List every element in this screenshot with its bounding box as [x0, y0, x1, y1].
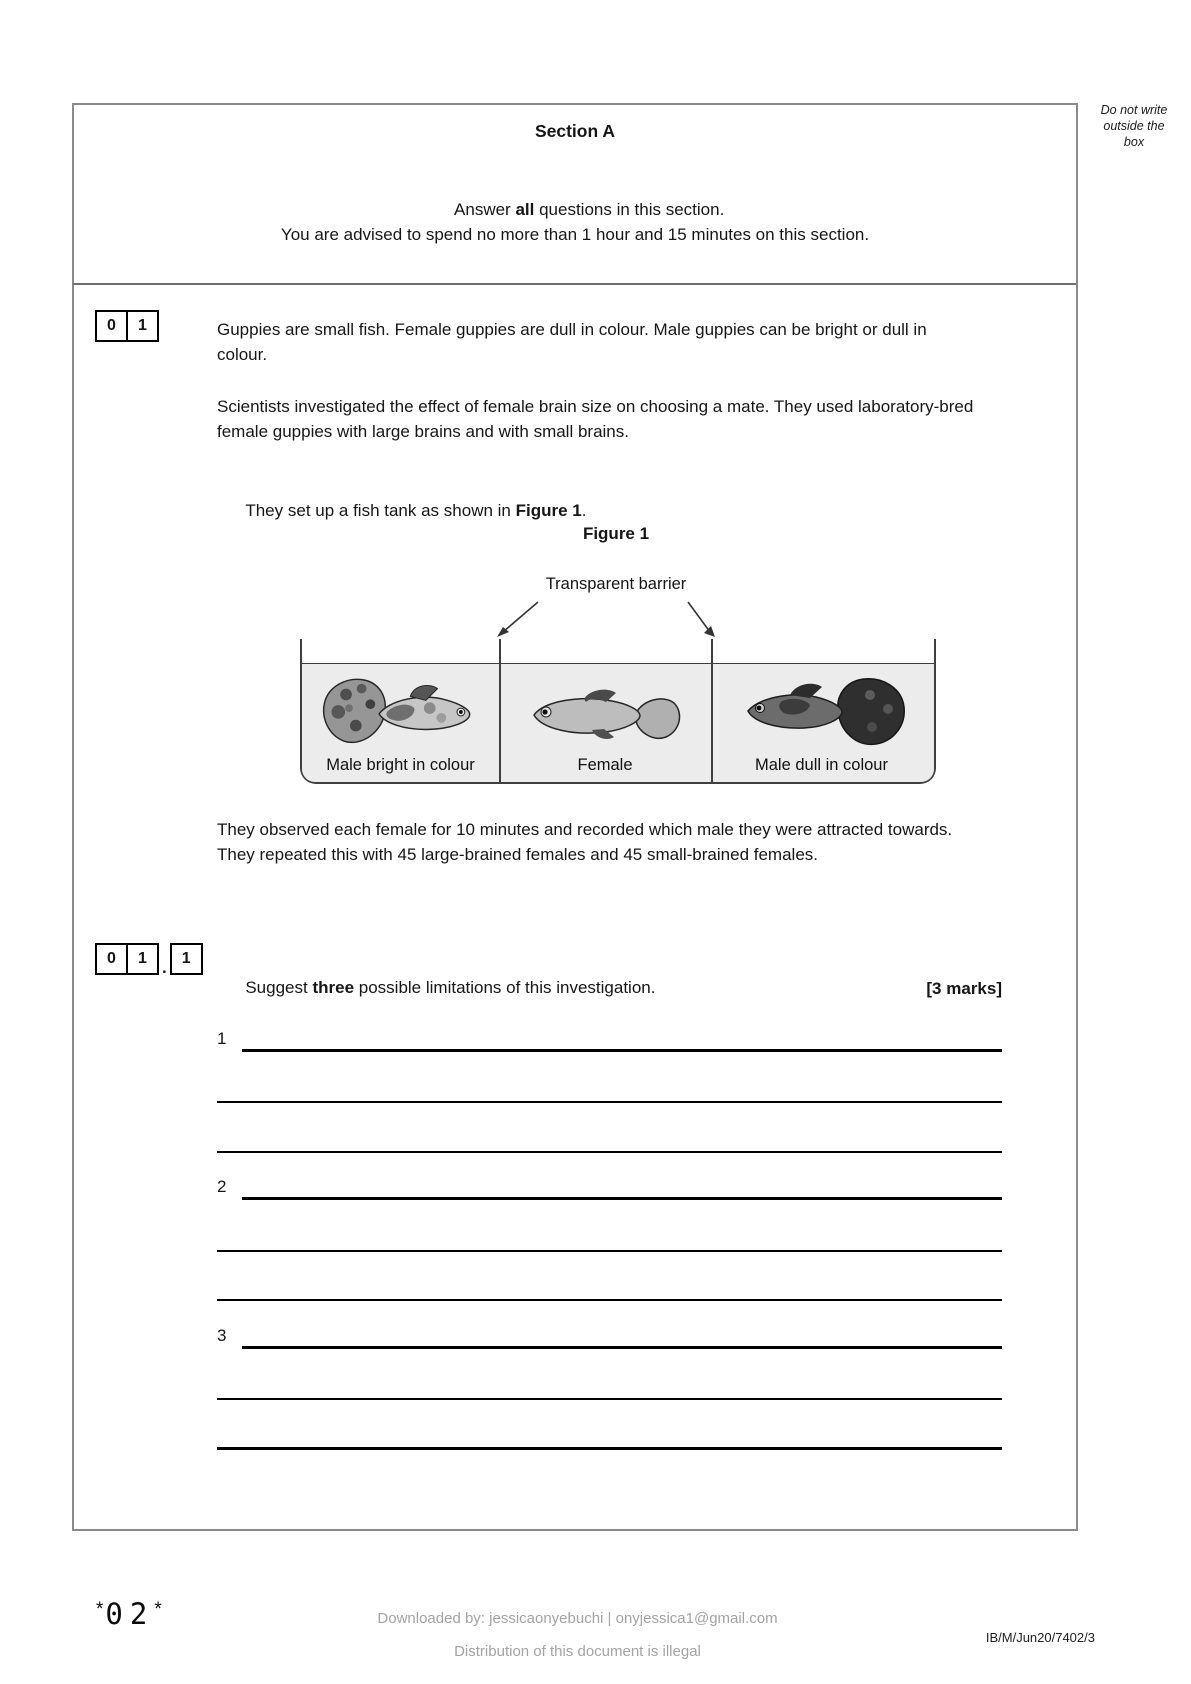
answer-line[interactable] — [217, 1151, 1002, 1153]
answer-number-2: 2 — [217, 1177, 227, 1196]
answer-line[interactable] — [217, 1299, 1002, 1301]
page-marker-number: 02 — [105, 1597, 155, 1631]
compartment-label-female: Female — [577, 756, 633, 774]
do-not-write-line1: Do not write — [1100, 103, 1168, 117]
instruction-post: questions in this section. — [534, 200, 725, 219]
page-marker-star-right: * — [154, 1599, 164, 1620]
compartment-label-dull-male: Male dull in colour — [755, 756, 888, 774]
do-not-write-line2: outside the — [1103, 119, 1165, 133]
transparent-barrier-label: Transparent barrier — [545, 575, 687, 593]
prompt-pre: Suggest — [245, 978, 313, 997]
figure-caption: Figure 1 — [582, 524, 650, 543]
question-number-01-1-major-box — [95, 943, 159, 975]
question-digit-0: 0 — [107, 317, 116, 334]
answer-line[interactable] — [242, 1049, 1002, 1052]
subquestion-digit-minor-1: 1 — [181, 950, 191, 967]
instruction-pre: Answer — [454, 200, 516, 219]
bright-male-fish-image — [316, 675, 488, 747]
question-number-01-1 — [95, 943, 203, 975]
section-title: Section A — [534, 121, 616, 141]
barrier-pointer-lines — [300, 601, 932, 639]
intro-paragraph-3-post: . — [581, 501, 587, 520]
marks-label: [3 marks] — [926, 979, 1002, 998]
intro-paragraph-3-pre: They set up a fish tank as shown in — [245, 501, 516, 520]
answer-number-1: 1 — [217, 1029, 227, 1048]
watermark-downloaded-by: Downloaded by: jessicaonyebuchi | onyjessica1@gmail.com — [377, 1610, 778, 1627]
prompt-bold: three — [312, 978, 355, 997]
answer-line[interactable] — [217, 1101, 1002, 1103]
question-number-separator: . — [162, 958, 167, 977]
question-page-box — [72, 103, 1078, 1531]
page-marker-star-left: * — [96, 1599, 106, 1620]
question-digit-1: 1 — [126, 312, 157, 340]
intro-paragraph-2: Scientists investigated the effect of female brain size on choosing a mate. They used laboratory-bred female guppies with large brains and with small brains. — [217, 397, 979, 441]
answer-line[interactable] — [217, 1398, 1002, 1400]
figure-reference: Figure 1 — [515, 501, 582, 520]
answer-line[interactable] — [217, 1447, 1002, 1450]
paper-reference: IB/M/Jun20/7402/3 — [985, 1630, 1095, 1645]
question-number-01-box — [95, 310, 159, 342]
fish-tank — [300, 639, 936, 784]
answer-line[interactable] — [217, 1250, 1002, 1252]
question-number-01 — [95, 310, 159, 342]
subquestion-digit-1: 1 — [126, 945, 157, 973]
observation-paragraph: They observed each female for 10 minutes and recorded which male they were attracted towards. They repeated this with 45 large-brained females and 45 small-brained females. — [217, 820, 962, 864]
section-advice: You are advised to spend no more than 1 hour and 15 minutes on this section. — [280, 225, 870, 244]
do-not-write-note — [1082, 102, 1186, 150]
subquestion-digit-0: 0 — [107, 950, 116, 967]
female-fish-image — [526, 683, 686, 745]
watermark-distribution: Distribution of this document is illegal — [454, 1643, 701, 1660]
intro-paragraph-1: Guppies are small fish. Female guppies are dull in colour. Male guppies can be bright or dull in colour. — [217, 320, 932, 364]
question-number-01-1-minor-box — [170, 943, 203, 975]
compartment-label-bright-male: Male bright in colour — [326, 756, 475, 774]
instruction-bold: all — [515, 200, 535, 219]
answer-line[interactable] — [242, 1197, 1002, 1200]
answer-line[interactable] — [242, 1346, 1002, 1349]
answer-number-3: 3 — [217, 1326, 227, 1345]
prompt-post: possible limitations of this investigation. — [354, 978, 656, 997]
do-not-write-line3: box — [1123, 135, 1145, 149]
header-divider — [73, 283, 1076, 285]
dull-male-fish-image — [738, 675, 908, 747]
